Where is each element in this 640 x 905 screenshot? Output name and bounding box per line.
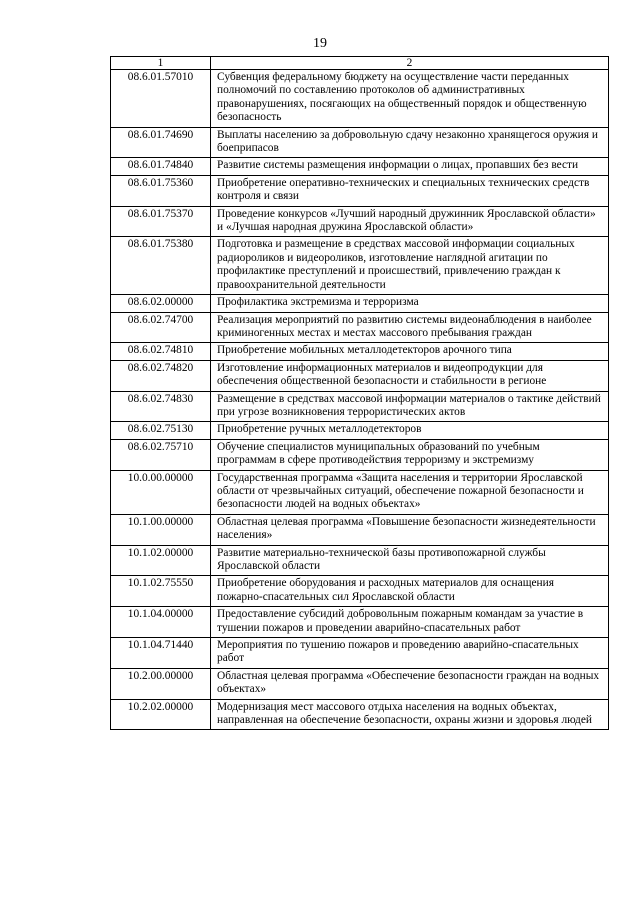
row-name-cell: Реализация мероприятий по развитию системы видеонаблюдения в наиболее криминогенных местах и местах массового пребывания граждан	[211, 312, 609, 343]
row-code-cell: 10.1.00.00000	[111, 514, 211, 545]
table-row	[111, 175, 609, 206]
column-header-code: 1	[111, 57, 211, 70]
row-name-cell: Профилактика экстремизма и терроризма	[211, 295, 609, 312]
table-row	[111, 638, 609, 669]
table-row	[111, 422, 609, 439]
row-name-cell: Мероприятия по тушению пожаров и проведению аварийно-спасательных работ	[211, 638, 609, 669]
table-row	[111, 576, 609, 607]
row-code-cell: 10.1.04.71440	[111, 638, 211, 669]
table-row	[111, 545, 609, 576]
row-code-cell: 08.6.02.00000	[111, 295, 211, 312]
row-code-cell: 10.2.00.00000	[111, 668, 211, 699]
table-row	[111, 668, 609, 699]
table-row	[111, 158, 609, 175]
row-code-cell: 08.6.02.75130	[111, 422, 211, 439]
table-row	[111, 295, 609, 312]
row-name-cell: Модернизация мест массового отдыха населения на водных объектах, направленная на обеспечение безопасности, охраны жизни и здоровья людей	[211, 699, 609, 730]
row-code-cell: 08.6.02.74820	[111, 360, 211, 391]
row-code-cell: 08.6.01.75370	[111, 206, 211, 237]
row-name-cell: Предоставление субсидий добровольным пожарным командам за участие в тушении пожаров и проведении аварийно-спасательных работ	[211, 607, 609, 638]
row-name-cell: Приобретение оборудования и расходных материалов для оснащения пожарно-спасательных сил Ярославской области	[211, 576, 609, 607]
table-row	[111, 127, 609, 158]
row-name-cell: Областная целевая программа «Обеспечение безопасности граждан на водных объектах»	[211, 668, 609, 699]
row-code-cell: 08.6.02.75710	[111, 439, 211, 470]
table-row	[111, 439, 609, 470]
row-code-cell: 10.2.02.00000	[111, 699, 211, 730]
row-code-cell: 08.6.01.75360	[111, 175, 211, 206]
row-name-cell: Приобретение мобильных металлодетекторов арочного типа	[211, 343, 609, 360]
row-code-cell: 08.6.01.75380	[111, 237, 211, 295]
row-name-cell: Проведение конкурсов «Лучший народный дружинник Ярославской области» и «Лучшая народная дружина Ярославской области»	[211, 206, 609, 237]
column-header-name: 2	[211, 57, 609, 70]
table-row	[111, 206, 609, 237]
table-row	[111, 391, 609, 422]
row-code-cell: 10.1.02.75550	[111, 576, 211, 607]
row-name-cell: Выплаты населению за добровольную сдачу незаконно хранящегося оружия и боеприпасов	[211, 127, 609, 158]
row-name-cell: Государственная программа «Защита населения и территории Ярославской области от чрезвычайных ситуаций, обеспечение пожарной безопасности и безопасности людей на водных объектах»	[211, 470, 609, 514]
budget-classification-table	[110, 56, 609, 730]
row-name-cell: Субвенция федеральному бюджету на осуществление части переданных полномочий по составлению протоколов об административных правонарушениях, посягающих на общественный порядок и общественную безопасность	[211, 70, 609, 128]
table-row	[111, 470, 609, 514]
table-row	[111, 514, 609, 545]
page-number: 19	[313, 36, 327, 51]
table-row	[111, 607, 609, 638]
table-row	[111, 237, 609, 295]
table-row	[111, 343, 609, 360]
row-name-cell: Развитие системы размещения информации о лицах, пропавших без вести	[211, 158, 609, 175]
row-code-cell: 08.6.01.57010	[111, 70, 211, 128]
table-header-row	[111, 57, 609, 70]
table-row	[111, 312, 609, 343]
row-name-cell: Обучение специалистов муниципальных образований по учебным программам в сфере противодействия терроризму и экстремизму	[211, 439, 609, 470]
row-code-cell: 08.6.02.74700	[111, 312, 211, 343]
row-code-cell: 10.0.00.00000	[111, 470, 211, 514]
row-code-cell: 08.6.02.74830	[111, 391, 211, 422]
row-name-cell: Развитие материально-технической базы противопожарной службы Ярославской области	[211, 545, 609, 576]
row-name-cell: Областная целевая программа «Повышение безопасности жизнедеятельности населения»	[211, 514, 609, 545]
table-row	[111, 699, 609, 730]
table-row	[111, 70, 609, 128]
row-name-cell: Размещение в средствах массовой информации материалов о тактике действий при угрозе возникновения террористических актов	[211, 391, 609, 422]
row-code-cell: 08.6.01.74690	[111, 127, 211, 158]
row-name-cell: Приобретение ручных металлодетекторов	[211, 422, 609, 439]
row-name-cell: Приобретение оперативно-технических и специальных технических средств контроля и связи	[211, 175, 609, 206]
row-code-cell: 10.1.04.00000	[111, 607, 211, 638]
row-code-cell: 08.6.02.74810	[111, 343, 211, 360]
row-name-cell: Изготовление информационных материалов и видеопродукции для обеспечения общественной безопасности и стабильности в регионе	[211, 360, 609, 391]
table-body	[111, 70, 609, 730]
table-row	[111, 360, 609, 391]
row-code-cell: 08.6.01.74840	[111, 158, 211, 175]
row-name-cell: Подготовка и размещение в средствах массовой информации социальных радиороликов и видеороликов, изготовление наглядной агитации по профилактике преступлений и происшествий, привлечению граждан к правоохранительной деятельности	[211, 237, 609, 295]
row-code-cell: 10.1.02.00000	[111, 545, 211, 576]
